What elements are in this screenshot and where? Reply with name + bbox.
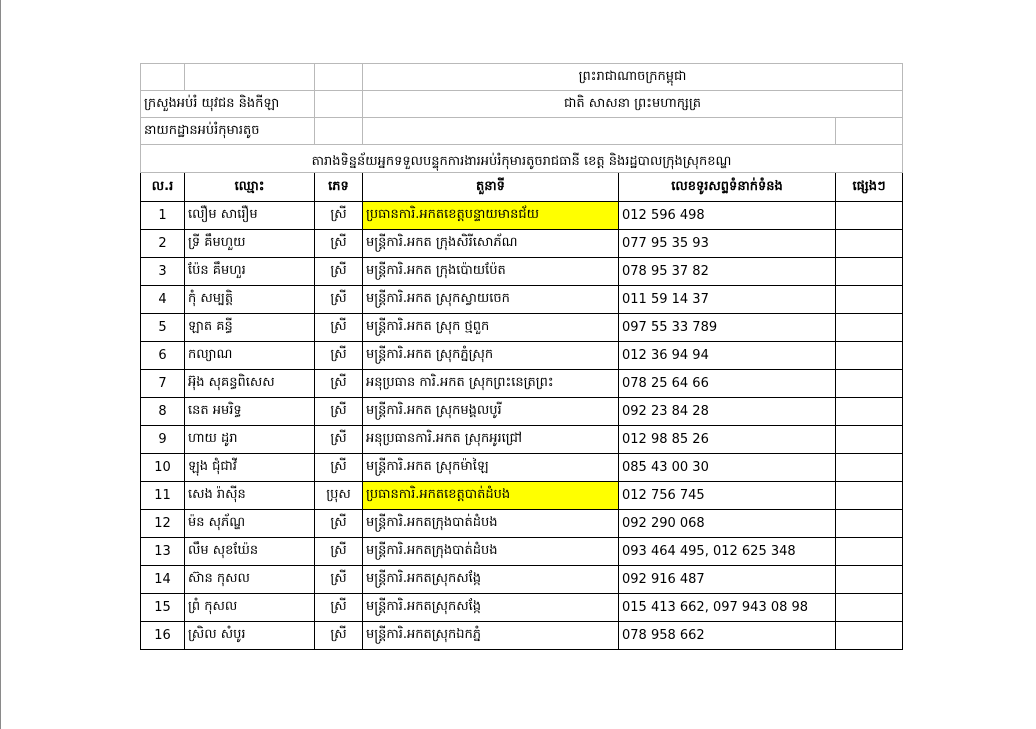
row-note xyxy=(836,286,903,314)
row-sex: ស្រី xyxy=(315,258,363,286)
row-sex: ប្រុស xyxy=(315,482,363,510)
row-number: 7 xyxy=(141,370,185,398)
table-row xyxy=(141,398,903,426)
column-header-row xyxy=(141,173,903,202)
row-position: អនុប្រធាន ការិ.អកត ស្រុកព្រះនេត្រព្រះ xyxy=(363,370,619,398)
row-phone: 078 25 64 66 xyxy=(619,370,836,398)
header-row-2 xyxy=(141,91,903,118)
row-sex: ស្រី xyxy=(315,286,363,314)
row-position: មន្ត្រីការិ.អកតក្រុងបាត់ដំបង xyxy=(363,510,619,538)
row-note xyxy=(836,454,903,482)
row-position: មន្ត្រីការិ.អកតក្រុងបាត់ដំបង xyxy=(363,538,619,566)
row-sex: ស្រី xyxy=(315,342,363,370)
row-number: 16 xyxy=(141,622,185,650)
row-number: 11 xyxy=(141,482,185,510)
row-sex: ស្រី xyxy=(315,230,363,258)
row-phone: 093 464 495, 012 625 348 xyxy=(619,538,836,566)
row-phone: 078 95 37 82 xyxy=(619,258,836,286)
row-position: មន្ត្រីការិ.អកតស្រុកសង្កែ xyxy=(363,594,619,622)
table-row xyxy=(141,454,903,482)
row-note xyxy=(836,258,903,286)
row-number: 8 xyxy=(141,398,185,426)
row-number: 2 xyxy=(141,230,185,258)
col-header-name: ឈ្មោះ xyxy=(185,173,315,202)
row-sex: ស្រី xyxy=(315,622,363,650)
table-title: តារាងទិន្នន័យអ្នកទទួលបន្ទុកការងារអប់រំកុមារតូចរាជធានី ខេត្ត និងរដ្ឋបាលក្រុងស្រុកខណ្ឌ xyxy=(141,145,903,173)
table-row xyxy=(141,594,903,622)
row-position: មន្ត្រីការិ.អកត ស្រុកមង្គលបូរី xyxy=(363,398,619,426)
row-name: ស្រិល សំបូរ xyxy=(185,622,315,650)
page-left-border xyxy=(0,0,1,729)
table-row xyxy=(141,286,903,314)
row-position: មន្ត្រីការិ.អកត ស្រុកភ្នំស្រុក xyxy=(363,342,619,370)
row-number: 14 xyxy=(141,566,185,594)
row-name: សេង រ៉ាស៊ីន xyxy=(185,482,315,510)
header-row-3 xyxy=(141,118,903,145)
row-note xyxy=(836,594,903,622)
row-sex: ស្រី xyxy=(315,454,363,482)
col-header-note: ផ្សេងៗ xyxy=(836,173,903,202)
title-row xyxy=(141,145,903,173)
row-number: 4 xyxy=(141,286,185,314)
row-note xyxy=(836,538,903,566)
row-sex: ស្រី xyxy=(315,426,363,454)
row-note xyxy=(836,314,903,342)
row-number: 13 xyxy=(141,538,185,566)
row-sex: ស្រី xyxy=(315,538,363,566)
row-name: លឿម សារឿម xyxy=(185,202,315,230)
row-phone: 097 55 33 789 xyxy=(619,314,836,342)
row-position: មន្ត្រីការិ.អកត ស្រុកម៉ាឡៃ xyxy=(363,454,619,482)
row-name: នេត អមរិទ្ធ xyxy=(185,398,315,426)
row-name: ឡាត គន្ធី xyxy=(185,314,315,342)
motto-heading: ជាតិ សាសនា ព្រះមហាក្សត្រ xyxy=(363,91,903,118)
kingdom-heading: ព្រះរាជាណាចក្រកម្ពុជា xyxy=(363,64,903,91)
row-sex: ស្រី xyxy=(315,202,363,230)
row-name: កល្យាណ xyxy=(185,342,315,370)
row-phone: 077 95 35 93 xyxy=(619,230,836,258)
row-name: ប៉ែន គឹមហួរ xyxy=(185,258,315,286)
row-position: ប្រធានការិ.អកតខេត្តបាត់ដំបង xyxy=(363,482,619,510)
row-number: 6 xyxy=(141,342,185,370)
row-number: 15 xyxy=(141,594,185,622)
row-phone: 078 958 662 xyxy=(619,622,836,650)
row-note xyxy=(836,398,903,426)
row-note xyxy=(836,202,903,230)
row-phone: 092 23 84 28 xyxy=(619,398,836,426)
row-name: កុំ សម្បត្តិ xyxy=(185,286,315,314)
row-phone: 012 596 498 xyxy=(619,202,836,230)
row-phone: 012 98 85 26 xyxy=(619,426,836,454)
row-note xyxy=(836,622,903,650)
row-note xyxy=(836,342,903,370)
row-phone: 011 59 14 37 xyxy=(619,286,836,314)
row-number: 9 xyxy=(141,426,185,454)
row-sex: ស្រី xyxy=(315,370,363,398)
col-header-sex: ភេទ xyxy=(315,173,363,202)
row-name: អ៊ុង សុគន្ធពិសេស xyxy=(185,370,315,398)
row-position: មន្ត្រីការិ.អកតស្រុកឯកភ្នំ xyxy=(363,622,619,650)
table-row xyxy=(141,370,903,398)
department-name: នាយកដ្ឋានអប់រំកុមារតូច xyxy=(141,118,315,145)
row-number: 5 xyxy=(141,314,185,342)
row-note xyxy=(836,482,903,510)
row-phone: 085 43 00 30 xyxy=(619,454,836,482)
row-position: មន្ត្រីការិ.អកត ក្រុងប៉ោយប៉ែត xyxy=(363,258,619,286)
row-position: មន្ត្រីការិ.អកត ស្រុកស្វាយចេក xyxy=(363,286,619,314)
row-name: លឹម សុខឃ៉ែន xyxy=(185,538,315,566)
row-name: ឡុង ជុំជាវី xyxy=(185,454,315,482)
row-name: ស៊ាន កុសល xyxy=(185,566,315,594)
row-note xyxy=(836,566,903,594)
table-row xyxy=(141,538,903,566)
row-phone: 012 756 745 xyxy=(619,482,836,510)
col-header-number: ល.រ xyxy=(141,173,185,202)
col-header-position: តួនាទី xyxy=(363,173,619,202)
row-position: មន្ត្រីការិ.អកត ស្រុក ថ្មពួក xyxy=(363,314,619,342)
table-row xyxy=(141,566,903,594)
row-position: មន្ត្រីការិ.អកត ក្រុងសិរីសោភ័ណ xyxy=(363,230,619,258)
row-note xyxy=(836,230,903,258)
row-note xyxy=(836,370,903,398)
col-header-phone: លេខទូរសព្ទទំនាក់ទំនង xyxy=(619,173,836,202)
header-row-1 xyxy=(141,64,903,91)
row-position: មន្ត្រីការិ.អកតស្រុកសង្កែ xyxy=(363,566,619,594)
row-number: 10 xyxy=(141,454,185,482)
ministry-name: ក្រសួងអប់រំ យុវជន និងកីឡា xyxy=(141,91,315,118)
row-name: ម៉ន សុភ័ណ្ឌ xyxy=(185,510,315,538)
row-sex: ស្រី xyxy=(315,314,363,342)
row-sex: ស្រី xyxy=(315,594,363,622)
table-row xyxy=(141,202,903,230)
row-name: ហាយ ដូរា xyxy=(185,426,315,454)
row-sex: ស្រី xyxy=(315,398,363,426)
row-note xyxy=(836,510,903,538)
row-position: អនុប្រធានការិ.អកត ស្រុកអូរជ្រៅ xyxy=(363,426,619,454)
row-name: ទ្រី គឹមហួយ xyxy=(185,230,315,258)
table-row xyxy=(141,426,903,454)
table-row xyxy=(141,482,903,510)
row-position: ប្រធានការិ.អកតខេត្តបន្ទាយមានជ័យ xyxy=(363,202,619,230)
row-number: 3 xyxy=(141,258,185,286)
row-sex: ស្រី xyxy=(315,566,363,594)
table-row xyxy=(141,314,903,342)
row-phone: 012 36 94 94 xyxy=(619,342,836,370)
staff-contact-table xyxy=(140,63,903,650)
row-number: 12 xyxy=(141,510,185,538)
table-row xyxy=(141,510,903,538)
row-number: 1 xyxy=(141,202,185,230)
table-row xyxy=(141,342,903,370)
row-phone: 015 413 662, 097 943 08 98 xyxy=(619,594,836,622)
row-phone: 092 290 068 xyxy=(619,510,836,538)
row-note xyxy=(836,426,903,454)
row-sex: ស្រី xyxy=(315,510,363,538)
table-row xyxy=(141,622,903,650)
row-phone: 092 916 487 xyxy=(619,566,836,594)
table-row xyxy=(141,230,903,258)
table-body xyxy=(141,64,903,650)
row-name: ព្រំ កុសល xyxy=(185,594,315,622)
table-row xyxy=(141,258,903,286)
